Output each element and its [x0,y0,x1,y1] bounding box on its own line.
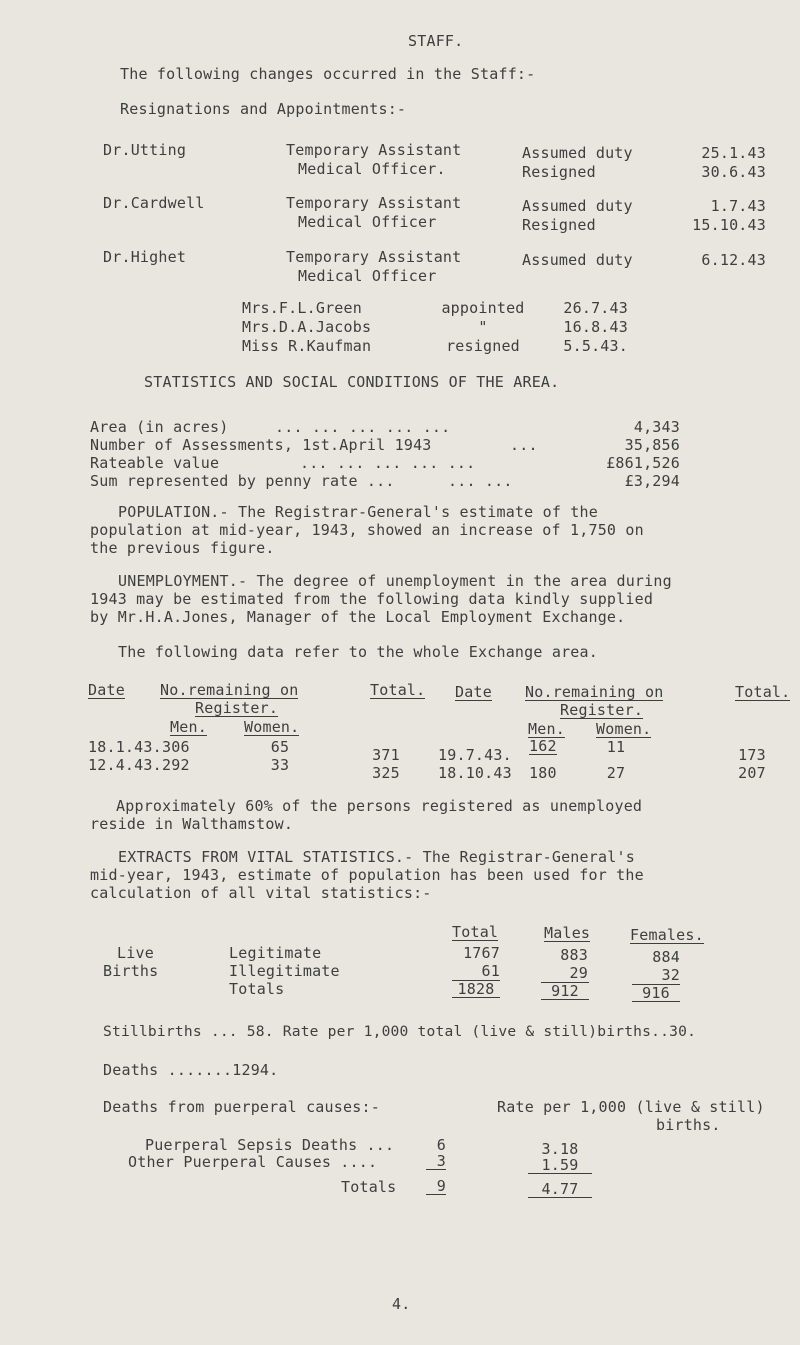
staff-name: Dr.Highet [103,248,187,266]
cell-females: 916 [632,984,680,1002]
staff-action: Resigned [522,163,596,181]
col-header-women: Women. [244,718,300,736]
staff-action: Resigned [522,216,596,234]
stats-label: Sum represented by penny rate ... [90,472,395,490]
cell-men: 292 [162,756,190,774]
staff-role: Medical Officer [298,213,437,231]
row-label: Legitimate [229,944,322,962]
staff-action: Assumed duty [522,197,633,215]
cell-date: 18.1.43. [88,738,162,756]
stats-dots: ... [510,436,538,454]
cell-rate: 1.59 [528,1157,592,1174]
staff-name: Dr.Cardwell [103,194,205,212]
row-label: Totals [341,1178,397,1196]
col-header-total: Total. [370,681,426,699]
stats-dots: ... ... [448,472,513,490]
deaths-line: Deaths .......1294. [103,1061,279,1079]
text-line: UNEMPLOYMENT.- The degree of unemployment in the area during [118,572,672,590]
cell-males: 883 [560,946,588,964]
staff-action: " [478,318,488,336]
stats-dots: ... ... ... ... ... [300,454,476,472]
cell-total: 1828 [452,980,500,998]
cell-date: 19.7.43. [438,746,512,764]
cell-count: 9 [426,1178,446,1195]
births-group-label: Births [103,962,159,980]
text-line: reside in Walthamstow. [90,815,294,833]
puerperal-rate-heading: births. [656,1116,721,1134]
staff-name: Mrs.F.L.Green [242,299,362,317]
cell-males: 29 [569,964,588,982]
col-header-register: No.remaining on [160,681,299,699]
text-line: 1943 may be estimated from the following data kindly supplied [90,590,654,608]
text-line: by Mr.H.A.Jones, Manager of the Local Employment Exchange. [90,608,626,626]
cell-men: 306 [162,738,190,756]
staff-date: 1.7.43 [710,197,766,215]
text-line: EXTRACTS FROM VITAL STATISTICS.- The Registrar-General's [118,848,635,866]
cell-women: 65 [270,738,290,756]
stillbirths-line: Stillbirths ... 58. Rate per 1,000 total (live & still)births..30. [103,1023,697,1040]
col-header-date: Date [88,681,125,699]
col-header-register: Register. [195,699,279,717]
cell-males: 912 [541,982,589,1000]
cell-total: 325 [372,764,400,782]
cell-count: 3 [426,1153,446,1170]
col-header-males: Males [544,924,591,942]
staff-role: Medical Officer [298,267,437,285]
col-header-women: Women. [596,720,652,738]
cell-total: 1767 [463,944,500,962]
cell-total: 173 [738,746,766,764]
page-title: STAFF. [408,32,464,50]
cell-total: 61 [481,962,500,980]
text-line: population at mid-year, 1943, showed an increase of 1,750 on [90,521,644,539]
text-line: POPULATION.- The Registrar-General's estimate of the [118,503,598,521]
staff-date: 6.12.43 [701,251,766,269]
staff-role: Temporary Assistant [286,248,462,266]
staff-role: Medical Officer. [298,160,446,178]
staff-name: Miss R.Kaufman [242,337,372,355]
row-label: Other Puerperal Causes .... [128,1153,378,1171]
text-line: calculation of all vital statistics:- [90,884,432,902]
puerperal-rate-heading: Rate per 1,000 (live & still) [497,1098,765,1116]
cell-total: 371 [372,746,400,764]
text-line: the previous figure. [90,539,275,557]
text-line: mid-year, 1943, estimate of population has been used for the [90,866,644,884]
cell-rate: 3.18 [541,1140,579,1158]
staff-date: 25.1.43 [701,144,766,162]
cell-date: 12.4.43. [88,756,162,774]
staff-action: resigned [446,337,520,355]
staff-name: Dr.Utting [103,141,187,159]
cell-count: 6 [436,1136,446,1154]
cell-men: 162 [529,737,557,755]
col-header-register: No.remaining on [525,683,664,701]
resignations-heading: Resignations and Appointments:- [120,100,407,118]
cell-women: 11 [606,738,626,756]
stats-heading: STATISTICS AND SOCIAL CONDITIONS OF THE AREA. [144,373,560,391]
row-label: Puerperal Sepsis Deaths ... [145,1136,395,1154]
cell-total: 207 [738,764,766,782]
staff-action: Assumed duty [522,144,633,162]
stats-value: £3,294 [624,472,680,490]
text-line: Approximately 60% of the persons registered as unemployed [116,797,643,815]
cell-women: 33 [270,756,290,774]
staff-action: appointed [441,299,525,317]
stats-label: Rateable value [90,454,220,472]
stats-value: £861,526 [606,454,680,472]
staff-date: 5.5.43. [563,337,628,355]
row-label: Illegitimate [229,962,340,980]
col-header-register: Register. [560,701,644,719]
staff-action: Assumed duty [522,251,633,269]
stats-label: Area (in acres) [90,418,229,436]
cell-rate: 4.77 [528,1181,592,1198]
exchange-note: The following data refer to the whole Exchange area. [118,643,598,661]
col-header-females: Females. [630,926,704,944]
stats-dots: ... ... ... ... ... [275,418,451,436]
cell-females: 884 [652,948,680,966]
cell-date: 18.10.43 [438,764,512,782]
page-number: 4. [392,1295,411,1313]
col-header-men: Men. [528,720,565,738]
col-header-date: Date [455,683,492,701]
staff-date: 16.8.43 [563,318,628,336]
stats-value: 4,343 [633,418,680,436]
stats-value: 35,856 [624,436,680,454]
row-label: Totals [229,980,285,998]
col-header-men: Men. [170,718,207,736]
cell-females: 32 [661,966,680,984]
staff-role: Temporary Assistant [286,141,462,159]
intro-text: The following changes occurred in the Staff:- [120,65,536,83]
cell-men: 180 [529,764,557,782]
staff-name: Mrs.D.A.Jacobs [242,318,372,336]
staff-date: 26.7.43 [563,299,628,317]
staff-date: 30.6.43 [701,163,766,181]
col-header-total: Total. [735,683,791,701]
births-group-label: Live [117,944,154,962]
puerperal-heading: Deaths from puerperal causes:- [103,1098,380,1116]
staff-role: Temporary Assistant [286,194,462,212]
col-header-total: Total [452,923,499,941]
stats-label: Number of Assessments, 1st.April 1943 [90,436,432,454]
staff-date: 15.10.43 [692,216,766,234]
cell-women: 27 [606,764,626,782]
